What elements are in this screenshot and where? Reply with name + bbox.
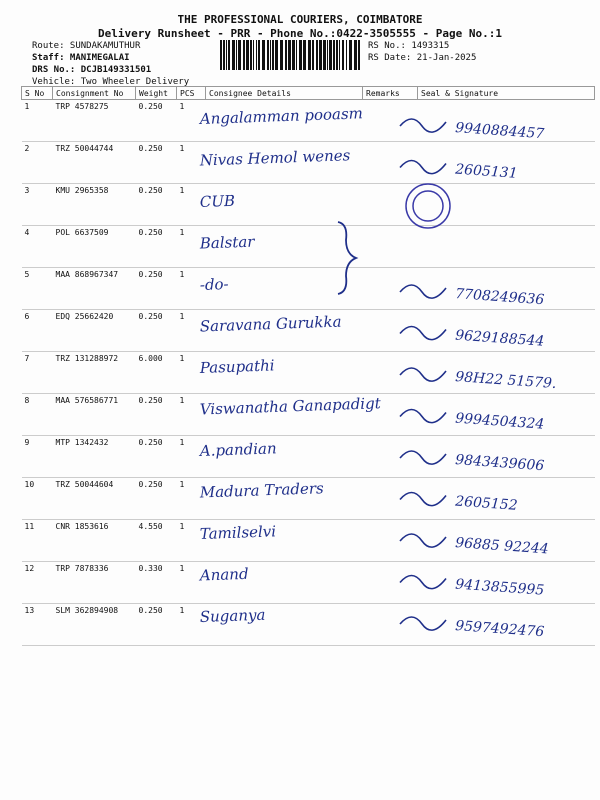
cell-consignee [206, 310, 363, 352]
signature-handwriting: 96885 92244 [454, 535, 550, 558]
runsheet-subtitle: Delivery Runsheet - PRR - Phone No.:0422-3505555 - Page No.:1 [98, 27, 502, 40]
cell-seal [418, 520, 595, 562]
cell-weight: 0.250 [136, 142, 177, 184]
cell-weight: 4.550 [136, 520, 177, 562]
cell-consignee [206, 226, 363, 268]
cell-consignee [206, 184, 363, 226]
cell-consignee [206, 100, 363, 142]
vehicle-line: Vehicle: Two Wheeler Delivery [32, 77, 190, 87]
cell-seal [418, 310, 595, 352]
cell-remarks [363, 184, 418, 226]
col-remarks: Remarks [363, 87, 418, 100]
cell-remarks [363, 142, 418, 184]
cell-seal [418, 436, 595, 478]
cell-weight: 0.330 [136, 562, 177, 604]
cell-remarks [363, 268, 418, 310]
cell-sno: 6 [22, 310, 53, 352]
table-row [22, 352, 595, 394]
cell-consignment: MAA 576586771 [53, 394, 136, 436]
cell-weight: 0.250 [136, 604, 177, 646]
cell-consignee [206, 520, 363, 562]
cell-sno: 2 [22, 142, 53, 184]
table-header-row [22, 87, 595, 100]
table-row [22, 478, 595, 520]
cell-pcs: 1 [177, 604, 206, 646]
cell-consignee [206, 436, 363, 478]
cell-pcs: 1 [177, 562, 206, 604]
col-weight: Weight [136, 87, 177, 100]
company-title: THE PROFESSIONAL COURIERS, COIMBATORE [177, 13, 423, 26]
rs-no-line: RS No.: 1493315 [368, 41, 450, 51]
cell-consignee [206, 394, 363, 436]
drs-line: DRS No.: DCJB149331501 [32, 65, 152, 75]
col-consignee: Consignee Details [206, 87, 363, 100]
cell-consignee [206, 604, 363, 646]
cell-consignment: MAA 868967347 [53, 268, 136, 310]
signature-handwriting: 9629188544 [454, 327, 545, 350]
cell-weight: 0.250 [136, 268, 177, 310]
cell-seal [418, 604, 595, 646]
cell-consignee [206, 478, 363, 520]
cell-remarks [363, 310, 418, 352]
consignee-handwriting: -do- [199, 275, 229, 294]
cell-sno: 3 [22, 184, 53, 226]
cell-consignee [206, 562, 363, 604]
cell-seal [418, 352, 595, 394]
consignee-handwriting: Balstar [199, 232, 255, 253]
cell-pcs: 1 [177, 478, 206, 520]
col-sno: S No [22, 87, 53, 100]
consignee-handwriting: Madura Traders [199, 479, 324, 502]
cell-seal [418, 562, 595, 604]
cell-pcs: 1 [177, 100, 206, 142]
cell-consignment: CNR 1853616 [53, 520, 136, 562]
table-row [22, 310, 595, 352]
table-row [22, 184, 595, 226]
consignee-handwriting: Tamilselvi [199, 522, 277, 543]
barcode-image [220, 40, 362, 70]
cell-consignment: SLM 362894908 [53, 604, 136, 646]
signature-handwriting: 9994504324 [454, 410, 545, 433]
cell-consignment: TRP 4578275 [53, 100, 136, 142]
cell-consignment: MTP 1342432 [53, 436, 136, 478]
col-consignment: Consignment No [53, 87, 136, 100]
consignee-handwriting: Anand [199, 564, 249, 585]
cell-consignee [206, 352, 363, 394]
table-row [22, 100, 595, 142]
table-row [22, 604, 595, 646]
consignee-handwriting: Pasupathi [199, 356, 275, 377]
cell-seal [418, 184, 595, 226]
signature-handwriting: 9597492476 [454, 618, 545, 641]
signature-handwriting: 9843439606 [454, 452, 545, 475]
cell-weight: 0.250 [136, 100, 177, 142]
table-row [22, 268, 595, 310]
cell-sno: 11 [22, 520, 53, 562]
table-row [22, 436, 595, 478]
consignee-handwriting: Suganya [199, 605, 266, 626]
cell-weight: 0.250 [136, 394, 177, 436]
consignee-handwriting: Nivas Hemol wenes [199, 146, 351, 170]
cell-sno: 1 [22, 100, 53, 142]
route-line: Route: SUNDAKAMUTHUR [32, 41, 141, 51]
cell-consignee [206, 142, 363, 184]
cell-consignee [206, 268, 363, 310]
staff-line: Staff: MANIMEGALAI [32, 53, 130, 63]
cell-pcs: 1 [177, 352, 206, 394]
table-row [22, 142, 595, 184]
cell-sno: 10 [22, 478, 53, 520]
cell-consignment: TRZ 50044744 [53, 142, 136, 184]
cell-weight: 0.250 [136, 184, 177, 226]
cell-pcs: 1 [177, 142, 206, 184]
cell-sno: 4 [22, 226, 53, 268]
rs-date-line: RS Date: 21-Jan-2025 [368, 53, 477, 63]
cell-seal [418, 100, 595, 142]
cell-sno: 7 [22, 352, 53, 394]
cell-pcs: 1 [177, 520, 206, 562]
cell-weight: 0.250 [136, 310, 177, 352]
cell-remarks [363, 604, 418, 646]
signature-handwriting: 9413855995 [454, 576, 545, 599]
consignee-handwriting: Angalamman pooasm [199, 104, 364, 128]
signature-handwriting: 2605152 [454, 493, 519, 514]
cell-consignment: KMU 2965358 [53, 184, 136, 226]
table-row [22, 394, 595, 436]
cell-remarks [363, 226, 418, 268]
meta-left [32, 40, 189, 88]
cell-remarks [363, 100, 418, 142]
cell-remarks [363, 520, 418, 562]
cell-pcs: 1 [177, 226, 206, 268]
table-row [22, 562, 595, 604]
cell-consignment: TRZ 131288972 [53, 352, 136, 394]
cell-weight: 0.250 [136, 478, 177, 520]
cell-pcs: 1 [177, 310, 206, 352]
cell-weight: 0.250 [136, 436, 177, 478]
cell-weight: 6.000 [136, 352, 177, 394]
cell-remarks [363, 436, 418, 478]
signature-handwriting: 7708249636 [454, 286, 545, 309]
cell-remarks [363, 352, 418, 394]
signature-handwriting: 98H22 51579. [454, 369, 557, 393]
consignee-handwriting: CUB [199, 191, 236, 211]
cell-seal [418, 142, 595, 184]
consignee-handwriting: Viswanatha Ganapadigt [199, 394, 381, 419]
cell-sno: 12 [22, 562, 53, 604]
cell-remarks [363, 394, 418, 436]
cell-sno: 13 [22, 604, 53, 646]
cell-pcs: 1 [177, 268, 206, 310]
meta-right [368, 40, 476, 64]
cell-seal [418, 226, 595, 268]
cell-remarks [363, 478, 418, 520]
cell-pcs: 1 [177, 394, 206, 436]
signature-handwriting: 2605131 [454, 161, 519, 182]
cell-weight: 0.250 [136, 226, 177, 268]
cell-consignment: EDQ 25662420 [53, 310, 136, 352]
cell-consignment: TRP 7878336 [53, 562, 136, 604]
col-seal: Seal & Signature [418, 87, 595, 100]
cell-seal [418, 478, 595, 520]
cell-remarks [363, 562, 418, 604]
consignee-handwriting: Saravana Gurukka [199, 312, 342, 336]
cell-consignment: TRZ 50044604 [53, 478, 136, 520]
cell-sno: 5 [22, 268, 53, 310]
cell-pcs: 1 [177, 436, 206, 478]
table-row [22, 226, 595, 268]
cell-consignment: POL 6637509 [53, 226, 136, 268]
delivery-table [21, 86, 595, 646]
cell-seal [418, 268, 595, 310]
signature-handwriting: 9940884457 [454, 120, 545, 143]
consignee-handwriting: A.pandian [199, 439, 277, 460]
col-pcs: PCS [177, 87, 206, 100]
cell-sno: 9 [22, 436, 53, 478]
cell-sno: 8 [22, 394, 53, 436]
table-row [22, 520, 595, 562]
cell-seal [418, 394, 595, 436]
cell-pcs: 1 [177, 184, 206, 226]
